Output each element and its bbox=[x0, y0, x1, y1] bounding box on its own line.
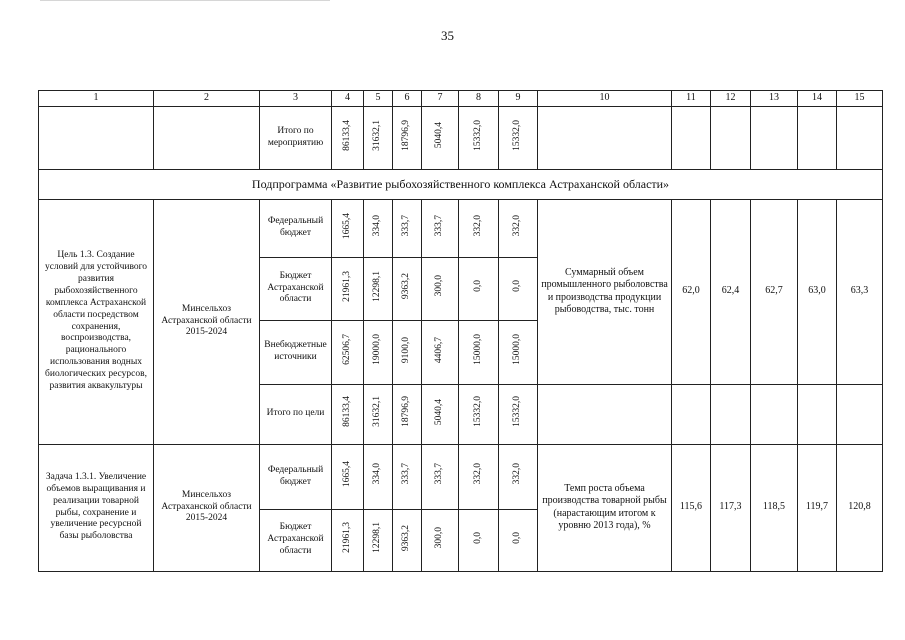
col-num: 14 bbox=[798, 91, 837, 107]
row-label: Итого по цели bbox=[260, 384, 332, 444]
indicator-value: 63,0 bbox=[798, 199, 837, 384]
col-num: 3 bbox=[260, 91, 332, 107]
col-num: 2 bbox=[154, 91, 260, 107]
cell-value: 300,0 bbox=[434, 526, 445, 549]
col-num: 9 bbox=[499, 91, 538, 107]
indicator-value: 63,3 bbox=[837, 199, 883, 384]
col-num: 10 bbox=[538, 91, 672, 107]
cell-value: 62506,7 bbox=[341, 334, 352, 365]
cell-value: 9100,0 bbox=[401, 336, 412, 363]
budget-table bbox=[38, 90, 883, 572]
total-activity-row bbox=[39, 106, 883, 169]
cell-value: 0,0 bbox=[512, 531, 523, 544]
source-label: Внебюджетные источники bbox=[260, 320, 332, 384]
cell-value: 332,0 bbox=[472, 463, 483, 485]
task-row-federal bbox=[39, 444, 883, 509]
cell-value: 1665,4 bbox=[341, 461, 352, 488]
cell-value: 15000,0 bbox=[512, 334, 523, 365]
col-num: 7 bbox=[422, 91, 459, 107]
col-num: 8 bbox=[459, 91, 499, 107]
col-num: 4 bbox=[332, 91, 364, 107]
cell-value: 9363,2 bbox=[401, 273, 412, 300]
cell-value: 300,0 bbox=[434, 275, 445, 297]
cell-value: 31632,1 bbox=[372, 396, 383, 427]
col-num: 6 bbox=[393, 91, 422, 107]
cell-value: 15332,0 bbox=[472, 119, 483, 151]
cell-value: 333,7 bbox=[401, 214, 412, 237]
cell-value: 334,0 bbox=[372, 463, 383, 485]
cell-value: 333,7 bbox=[434, 463, 445, 485]
goal-row-federal bbox=[39, 199, 883, 257]
source-label: Бюджет Астраханской области bbox=[260, 257, 332, 320]
cell-value: 21961,3 bbox=[341, 522, 352, 553]
cell-value: 0,0 bbox=[472, 280, 483, 292]
scan-artifact-line bbox=[40, 0, 330, 1]
subprogram-row bbox=[39, 169, 883, 199]
cell-value: 15000,0 bbox=[472, 334, 483, 365]
cell-value: 15332,0 bbox=[512, 119, 523, 151]
cell-value: 333,7 bbox=[434, 214, 445, 237]
cell-value: 86133,4 bbox=[341, 119, 352, 151]
source-label: Бюджет Астраханской области bbox=[260, 509, 332, 571]
task-title: Задача 1.3.1. Увеличение объемов выращивания и реализации товарной рыбы, сохранение и увеличение ресурсной базы рыболовства bbox=[39, 444, 154, 571]
cell-value: 333,7 bbox=[401, 463, 412, 485]
task-executor: Минсельхоз Астраханской области 2015-2024 bbox=[154, 444, 260, 571]
page-number: 35 bbox=[441, 28, 454, 43]
cell-value: 18796,9 bbox=[401, 119, 412, 151]
cell-value: 18796,9 bbox=[401, 396, 412, 427]
goal-title: Цель 1.3. Создание условий для устойчивого развития рыбохозяйственного комплекса Астраханской области посредством сохранения, воспроизводства, рационального использования водных биологических ресурсов, развития аквакультуры bbox=[39, 199, 154, 444]
indicator-value: 120,8 bbox=[837, 444, 883, 571]
cell-value: 15332,0 bbox=[512, 396, 523, 427]
cell-value: 19000,0 bbox=[372, 334, 383, 365]
indicator-value: 62,4 bbox=[711, 199, 751, 384]
goal-indicator: Суммарный объем промышленного рыболовства и производства продукции рыбоводства, тыс. тонн bbox=[538, 199, 672, 384]
cell-value: 1665,4 bbox=[341, 212, 352, 239]
col-num: 13 bbox=[751, 91, 798, 107]
cell-value: 332,0 bbox=[512, 214, 523, 237]
col-num: 12 bbox=[711, 91, 751, 107]
col-num: 1 bbox=[39, 91, 154, 107]
cell-value: 5040,4 bbox=[434, 122, 445, 149]
cell-value: 12298,1 bbox=[372, 522, 383, 553]
col-num: 15 bbox=[837, 91, 883, 107]
col-num: 5 bbox=[364, 91, 393, 107]
cell-value: 86133,4 bbox=[341, 396, 352, 427]
cell-value: 332,0 bbox=[512, 463, 523, 485]
cell-value: 31632,1 bbox=[372, 119, 383, 151]
cell-value: 0,0 bbox=[512, 280, 523, 292]
indicator-value: 119,7 bbox=[798, 444, 837, 571]
row-label: Итого по мероприятию bbox=[260, 106, 332, 169]
indicator-value: 118,5 bbox=[751, 444, 798, 571]
indicator-value: 115,6 bbox=[672, 444, 711, 571]
source-label: Федеральный бюджет bbox=[260, 199, 332, 257]
source-label: Федеральный бюджет bbox=[260, 444, 332, 509]
cell-value: 21961,3 bbox=[341, 270, 352, 302]
cell-value: 332,0 bbox=[472, 214, 483, 237]
cell-value: 5040,4 bbox=[434, 398, 445, 425]
cell-value: 4406,7 bbox=[434, 336, 445, 363]
indicator-value: 62,0 bbox=[672, 199, 711, 384]
cell-value: 9363,2 bbox=[401, 524, 412, 551]
cell-value: 334,0 bbox=[372, 214, 383, 237]
column-numbers-row bbox=[39, 91, 883, 107]
indicator-value: 117,3 bbox=[711, 444, 751, 571]
task-indicator: Темп роста объема производства товарной рыбы (нарастающим итогом к уровню 2013 года), % bbox=[538, 444, 672, 571]
cell-value: 12298,1 bbox=[372, 270, 383, 302]
cell-value: 0,0 bbox=[472, 531, 483, 544]
subprogram-title: Подпрограмма «Развитие рыбохозяйственного комплекса Астраханской области» bbox=[39, 169, 883, 199]
goal-executor: Минсельхоз Астраханской области 2015-2024 bbox=[154, 199, 260, 444]
cell-value: 15332,0 bbox=[472, 396, 483, 427]
col-num: 11 bbox=[672, 91, 711, 107]
indicator-value: 62,7 bbox=[751, 199, 798, 384]
